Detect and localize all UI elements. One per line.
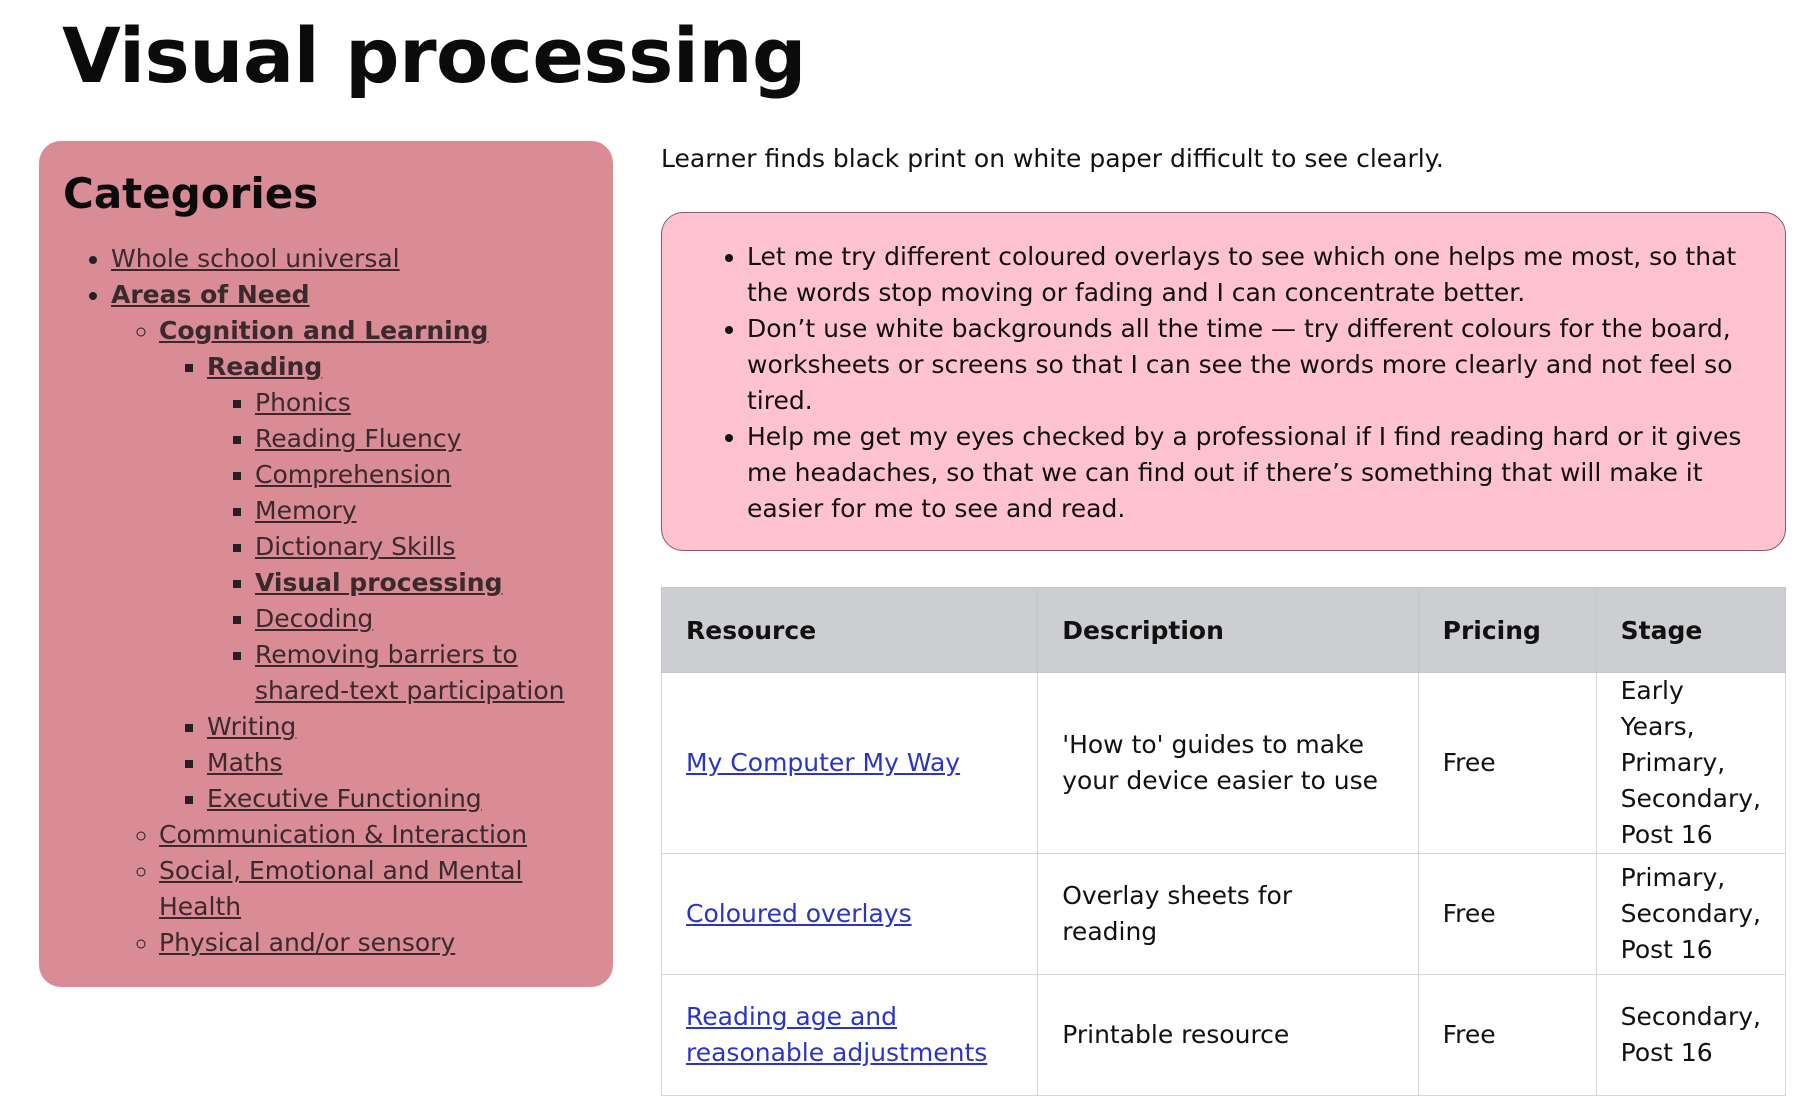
strategies-callout	[661, 212, 1786, 551]
page-title: Visual processing	[62, 11, 806, 100]
category-item	[159, 313, 593, 817]
categories-heading: Categories	[63, 169, 319, 218]
category-item	[255, 385, 593, 421]
table-row	[662, 854, 1786, 975]
pricing-cell: Free	[1418, 673, 1596, 854]
column-header-description: Description	[1038, 588, 1418, 673]
category-link-communication-interaction[interactable]: Communication & Interaction	[159, 820, 528, 850]
category-list	[63, 241, 593, 961]
category-link-writing[interactable]: Writing	[207, 712, 297, 742]
category-link-removing-barriers[interactable]: Removing barriers to shared-text participation	[255, 640, 565, 706]
category-item	[255, 529, 593, 565]
column-header-pricing: Pricing	[1418, 588, 1596, 673]
category-link-phonics[interactable]: Phonics	[255, 388, 351, 418]
table-header-row	[662, 588, 1786, 673]
areas-of-need-list	[111, 313, 593, 961]
category-link-visual-processing[interactable]: Visual processing	[255, 568, 503, 598]
description-cell: 'How to' guides to make your device easier to use	[1038, 673, 1418, 854]
table-row	[662, 975, 1786, 1096]
description-cell: Printable resource	[1038, 975, 1418, 1096]
stage-cell: Early Years, Primary, Secondary, Post 16	[1596, 673, 1785, 854]
category-link-cognition-and-learning[interactable]: Cognition and Learning	[159, 316, 489, 346]
category-item	[255, 421, 593, 457]
category-link-reading[interactable]: Reading	[207, 352, 323, 382]
category-link-memory[interactable]: Memory	[255, 496, 357, 526]
pricing-cell: Free	[1418, 854, 1596, 975]
stage-cell: Primary, Secondary, Post 16	[1596, 854, 1785, 975]
category-item	[111, 241, 593, 277]
category-item	[255, 565, 593, 601]
reading-list	[207, 385, 593, 709]
stage-cell: Secondary, Post 16	[1596, 975, 1785, 1096]
category-link-areas-of-need[interactable]: Areas of Need	[111, 280, 310, 310]
category-link-decoding[interactable]: Decoding	[255, 604, 374, 634]
category-item	[111, 277, 593, 961]
cognition-list	[159, 349, 593, 817]
resource-link[interactable]: Coloured overlays	[686, 899, 912, 928]
strategy-item: • Help me get my eyes checked by a professional if I find reading hard or it gives me headaches, so that we can find out if there’s something that will make it easier for me to see and read.	[747, 419, 1759, 527]
category-link-dictionary-skills[interactable]: Dictionary Skills	[255, 532, 456, 562]
resources-table	[661, 587, 1786, 1096]
strategies-list	[662, 239, 1759, 527]
category-link-semh[interactable]: Social, Emotional and Mental Health	[159, 856, 523, 922]
resource-cell	[662, 854, 1038, 975]
category-item	[159, 853, 593, 925]
category-item	[207, 709, 593, 745]
category-item	[159, 925, 593, 961]
resource-link[interactable]: My Computer My Way	[686, 748, 961, 777]
category-item	[207, 745, 593, 781]
strategy-item: • Let me try different coloured overlays to see which one helps me most, so that the words stop moving or fading and I can concentrate better.	[747, 239, 1759, 311]
table-row	[662, 673, 1786, 854]
category-link-executive-functioning[interactable]: Executive Functioning	[207, 784, 482, 814]
category-link-physical-sensory[interactable]: Physical and/or sensory	[159, 928, 456, 958]
category-link-comprehension[interactable]: Comprehension	[255, 460, 452, 490]
description-cell: Overlay sheets for reading	[1038, 854, 1418, 975]
column-header-stage: Stage	[1596, 588, 1785, 673]
resource-link[interactable]: Reading age and reasonable adjustments	[686, 1002, 988, 1067]
category-item	[255, 493, 593, 529]
resource-cell	[662, 975, 1038, 1096]
resource-cell	[662, 673, 1038, 854]
category-item	[255, 637, 593, 709]
intro-text: Learner finds black print on white paper difficult to see clearly.	[661, 144, 1444, 173]
strategy-item: • Don’t use white backgrounds all the time — try different colours for the board, worksheets or screens so that I can see the words more clearly and not feel so tired.	[747, 311, 1759, 419]
categories-sidebar	[39, 141, 613, 987]
column-header-resource: Resource	[662, 588, 1038, 673]
category-link-maths[interactable]: Maths	[207, 748, 283, 778]
category-item	[207, 781, 593, 817]
category-link-whole-school-universal[interactable]: Whole school universal	[111, 244, 400, 274]
category-link-reading-fluency[interactable]: Reading Fluency	[255, 424, 462, 454]
category-item	[255, 601, 593, 637]
pricing-cell: Free	[1418, 975, 1596, 1096]
category-item	[207, 349, 593, 709]
category-item	[255, 457, 593, 493]
category-item	[159, 817, 593, 853]
